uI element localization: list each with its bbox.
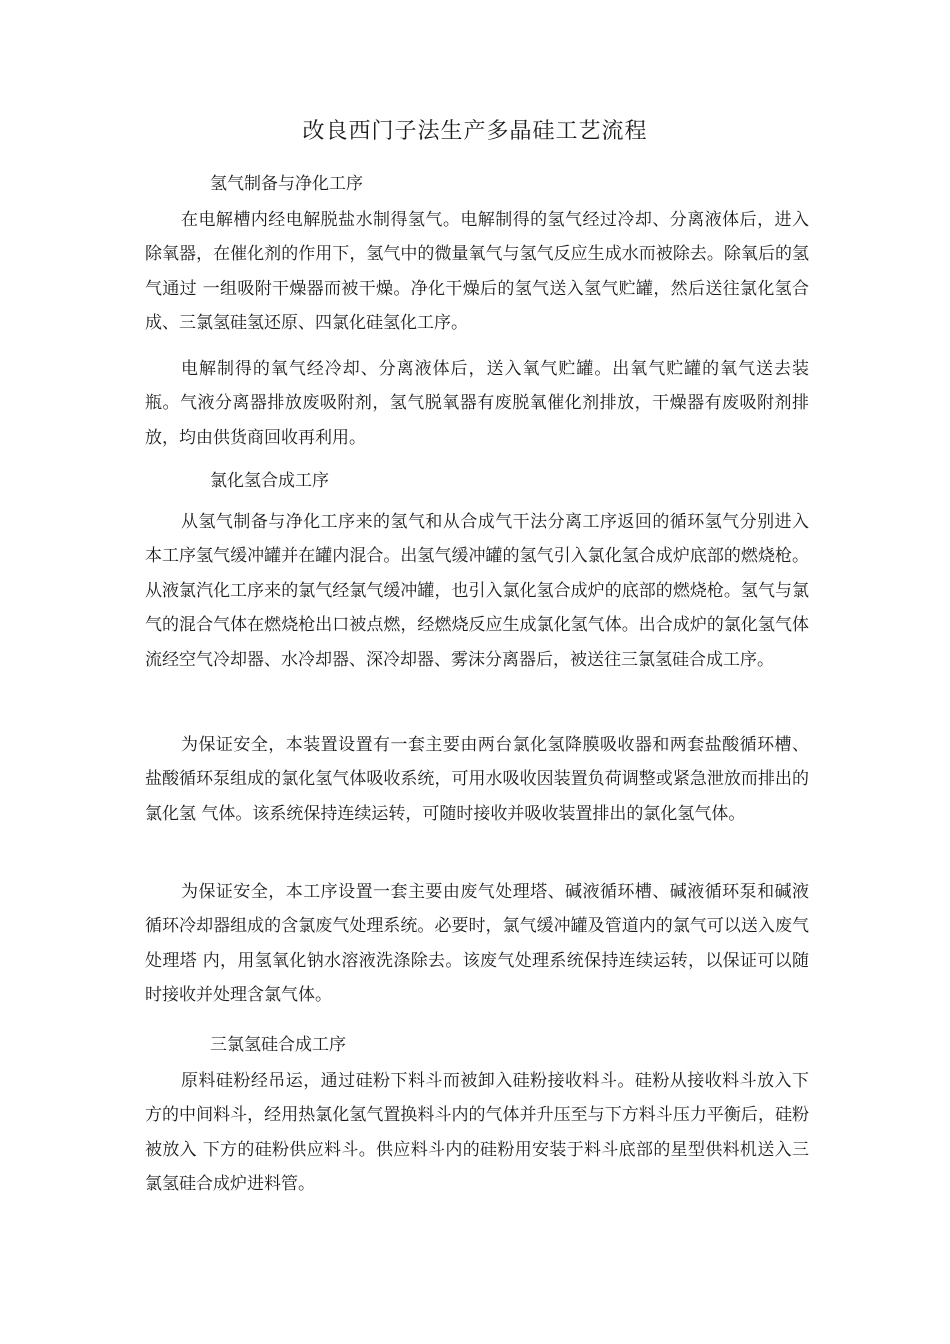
- paragraph: 电解制得的氧气经冷却、分离液体后，送入氧气贮罐。出氧气贮罐的氧气送去装瓶。气液分离器排放废吸附剂，氢气脱氧器有废脱氧催化剂排放，干燥器有废吸附剂排放，均由供货商回收再利用。: [145, 359, 809, 448]
- section-heading-hcl: 氯化氢合成工序: [210, 471, 329, 491]
- paragraph: 为保证安全，本工序设置一套主要由废气处理塔、碱液循环槽、碱液循环泵和碱液循环冷却器组成的含氯废气处理系统。必要时，氯气缓冲罐及管道内的氯气可以送入废气处理塔 内，用氢氧化钠水溶液洗涤除去。该废气处理系统保持连续运转，以保证可以随时接收并处理含氯气体。: [145, 882, 809, 1006]
- paragraph: 在电解槽内经电解脱盐水制得氢气。电解制得的氢气经过冷却、分离液体后，进入除氧器，在催化剂的作用下，氢气中的微量氧气与氢气反应生成水而被除去。除氧后的氢气通过 一组吸附干燥器而被干燥。净化干燥后的氢气送入氢气贮罐，然后送往氯化氢合成、三氯氢硅氢还原、四氯化硅氢化工序。: [145, 210, 809, 334]
- paragraph: 为保证安全，本装置设置有一套主要由两台氯化氢降膜吸收器和两套盐酸循环槽、盐酸循环泵组成的氯化氢气体吸收系统，可用水吸收因装置负荷调整或紧急泄放而排出的氯化氢 气体。该系统保持连续运转，可随时接收并吸收装置排出的氯化氢气体。: [145, 735, 809, 824]
- document-title: 改良西门子法生产多晶硅工艺流程: [302, 119, 648, 144]
- paragraph: 原料硅粉经吊运，通过硅粉下料斗而被卸入硅粉接收料斗。硅粉从接收料斗放入下方的中间料斗，经用热氯化氢气置换料斗内的气体并升压至与下方料斗压力平衡后，硅粉被放入 下方的硅粉供应料斗。供应料斗内的硅粉用安装于料斗底部的星型供料机送入三氯氢硅合成炉进料管。: [145, 1071, 809, 1195]
- section-heading-hydrogen: 氢气制备与净化工序: [210, 174, 363, 194]
- section-heading-trichlorosilane: 三氯氢硅合成工序: [210, 1035, 346, 1055]
- paragraph: 从氢气制备与净化工序来的氢气和从合成气干法分离工序返回的循环氢气分别进入本工序氢气缓冲罐并在罐内混合。出氢气缓冲罐的氢气引入氯化氢合成炉底部的燃烧枪。从液氯汽化工序来的氯气经氯气缓冲罐，也引入氯化氢合成炉的底部的燃烧枪。氢气与氯气的混合气体在燃烧枪出口被点燃，经燃烧反应生成氯化氢气体。出合成炉的氯化氢气体流经空气冷却器、水冷却器、深冷却器、雾沫分离器后，被送往三氯氢硅合成工序。: [145, 512, 809, 670]
